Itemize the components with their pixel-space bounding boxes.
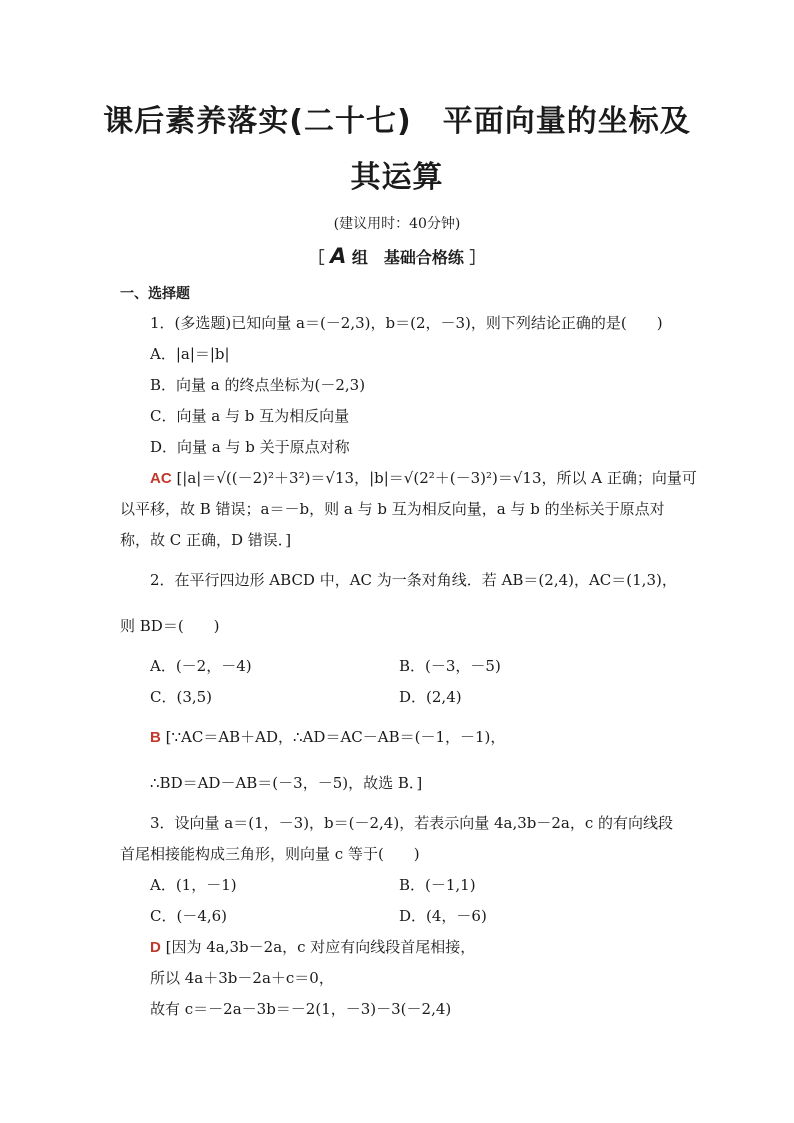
q2-stem-line1: 2．在平行四边形 ABCD 中，AC 为一条对角线．若 AB＝(2,4)，AC＝(1,3)， [150, 571, 677, 589]
q3-stem-line1: 3．设向量 a＝(1，－3)，b＝(－2,4)，若表示向量 4a,3b－2a，c 的有向线段 [150, 814, 674, 832]
q1-option-d: D．向量 a 与 b 关于原点对称 [150, 438, 350, 456]
q1-solution-line2: 以平移，故 B 错误；a＝－b，则 a 与 b 互为相反向量，a 与 b 的坐标关于原点对 [120, 500, 665, 518]
q3-solution-line1 [150, 936, 710, 959]
q1-option-b: B．向量 a 的终点坐标为(－2,3) [150, 376, 366, 394]
q3-option-a: A．(1，－1) [150, 876, 237, 894]
q3-solution-text1: [因为 4a,3b－2a，c 对应有向线段首尾相接， [165, 938, 476, 956]
section-heading: 一、选择题 [120, 286, 190, 302]
page-title-line2: 其运算 [350, 160, 444, 195]
group-label: 组 基础合格练 [351, 248, 464, 267]
q1-solution-text1: [|a|＝√((－2)²＋3²)＝√13，|b|＝√(2²＋(－3)²)＝√13，所以 A 正确；向量可 [176, 469, 697, 487]
q2-option-d: D．(2,4) [399, 688, 462, 706]
q3-solution-line2: 所以 4a＋3b－2a＋c＝0， [150, 969, 334, 987]
q3-option-c: C．(－4,6) [150, 907, 228, 925]
q1-option-a: A．|a|＝|b| [150, 345, 230, 363]
group-heading [0, 244, 794, 268]
q1-stem: 1．(多选题)已知向量 a＝(－2,3)，b＝(2，－3)，则下列结论正确的是( ) [150, 314, 663, 332]
q2-solution-text1: [∵AC＝AB＋AD，∴AD＝AC－AB＝(－1，－1)， [165, 728, 506, 746]
suggested-time: (建议用时：40分钟) [333, 216, 461, 232]
q1-solution-line1 [150, 467, 710, 490]
q2-solution-line1 [150, 726, 710, 749]
q2-option-c: C．(3,5) [150, 688, 213, 706]
group-bracket-close: ］ [469, 248, 486, 267]
q1-option-c: C．向量 a 与 b 互为相反向量 [150, 407, 350, 425]
q3-answer: D [150, 939, 161, 956]
q2-option-b: B．(－3，－5) [399, 657, 501, 675]
q2-solution-line2: ∴BD＝AD－AB＝(－3，－5)，故选 B．] [150, 774, 423, 792]
q3-option-d: D．(4，－6) [399, 907, 487, 925]
q1-solution-line3: 称，故 C 正确，D 错误．] [120, 531, 292, 549]
group-letter: A [330, 244, 347, 268]
group-bracket-open: ［ [308, 248, 325, 267]
q3-option-b: B．(－1,1) [399, 876, 476, 894]
q2-option-a: A．(－2，－4) [150, 657, 252, 675]
page-title-line1: 课后素养落实(二十七) 平面向量的坐标及 [103, 104, 691, 139]
q2-answer: B [150, 729, 161, 746]
q3-stem-line2: 首尾相接能构成三角形，则向量 c 等于( ) [120, 845, 420, 863]
q2-stem-line2: 则 BD＝( ) [120, 617, 220, 635]
q1-answer: AC [150, 470, 172, 487]
q3-solution-line3: 故有 c＝－2a－3b＝－2(1，－3)－3(－2,4) [150, 1000, 452, 1018]
